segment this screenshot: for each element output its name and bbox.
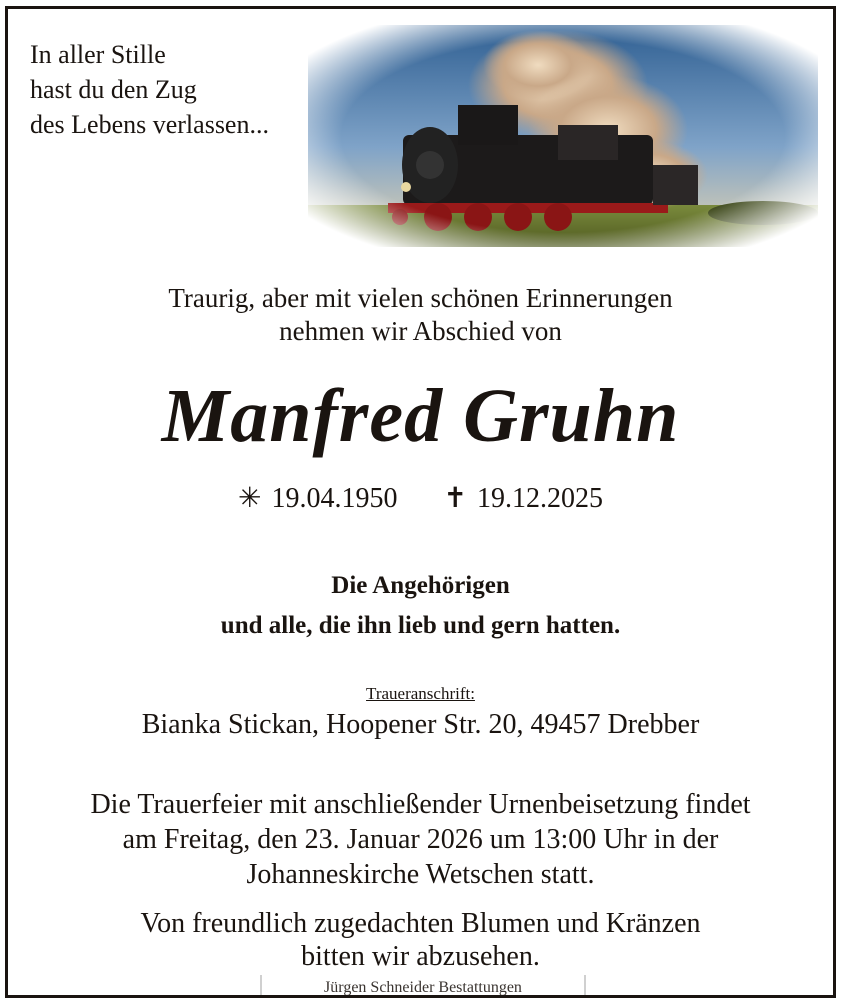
relatives-line: Die Angehörigen bbox=[331, 572, 510, 599]
address-value: Bianka Stickan, Hoopener Str. 20, 49457 Drebber bbox=[141, 709, 700, 740]
intro-line: Traurig, aber mit vielen schönen Erinnerungen bbox=[168, 283, 673, 313]
obituary-frame bbox=[5, 6, 836, 998]
ceremony-line: Die Trauerfeier mit anschließender Urnenbeisetzung findet bbox=[90, 789, 751, 820]
steam-locomotive-photo bbox=[308, 25, 818, 247]
ceremony-text bbox=[8, 787, 833, 892]
undertaker-footer: Jürgen Schneider Bestattungen bbox=[260, 975, 586, 998]
relatives bbox=[8, 566, 833, 646]
intro-text bbox=[8, 282, 833, 348]
birth-date: 19.04.1950 bbox=[271, 483, 398, 514]
address-label: Traueranschrift: bbox=[366, 684, 475, 703]
poem-line: In aller Stille bbox=[30, 40, 166, 69]
flowers-note bbox=[8, 907, 833, 973]
flowers-line: Von freundlich zugedachten Blumen und Kränzen bbox=[140, 908, 701, 939]
intro-line: nehmen wir Abschied von bbox=[279, 316, 562, 346]
deceased-name: Manfred Gruhn bbox=[161, 374, 680, 458]
death-date: 19.12.2025 bbox=[476, 483, 603, 514]
birth-star-icon: ✳ bbox=[238, 483, 262, 514]
poem-line: hast du den Zug bbox=[30, 75, 197, 104]
flowers-line: bitten wir abzusehen. bbox=[301, 941, 540, 972]
life-dates bbox=[8, 481, 833, 515]
poem bbox=[30, 37, 269, 142]
ceremony-line: am Freitag, den 23. Januar 2026 um 13:00 Uhr in der bbox=[122, 824, 719, 855]
death-cross-icon: ✝ bbox=[443, 483, 467, 514]
ceremony-line: Johanneskirche Wetschen statt. bbox=[246, 859, 595, 890]
poem-line: des Lebens verlassen... bbox=[30, 110, 269, 139]
relatives-line: und alle, die ihn lieb und gern hatten. bbox=[220, 612, 621, 639]
